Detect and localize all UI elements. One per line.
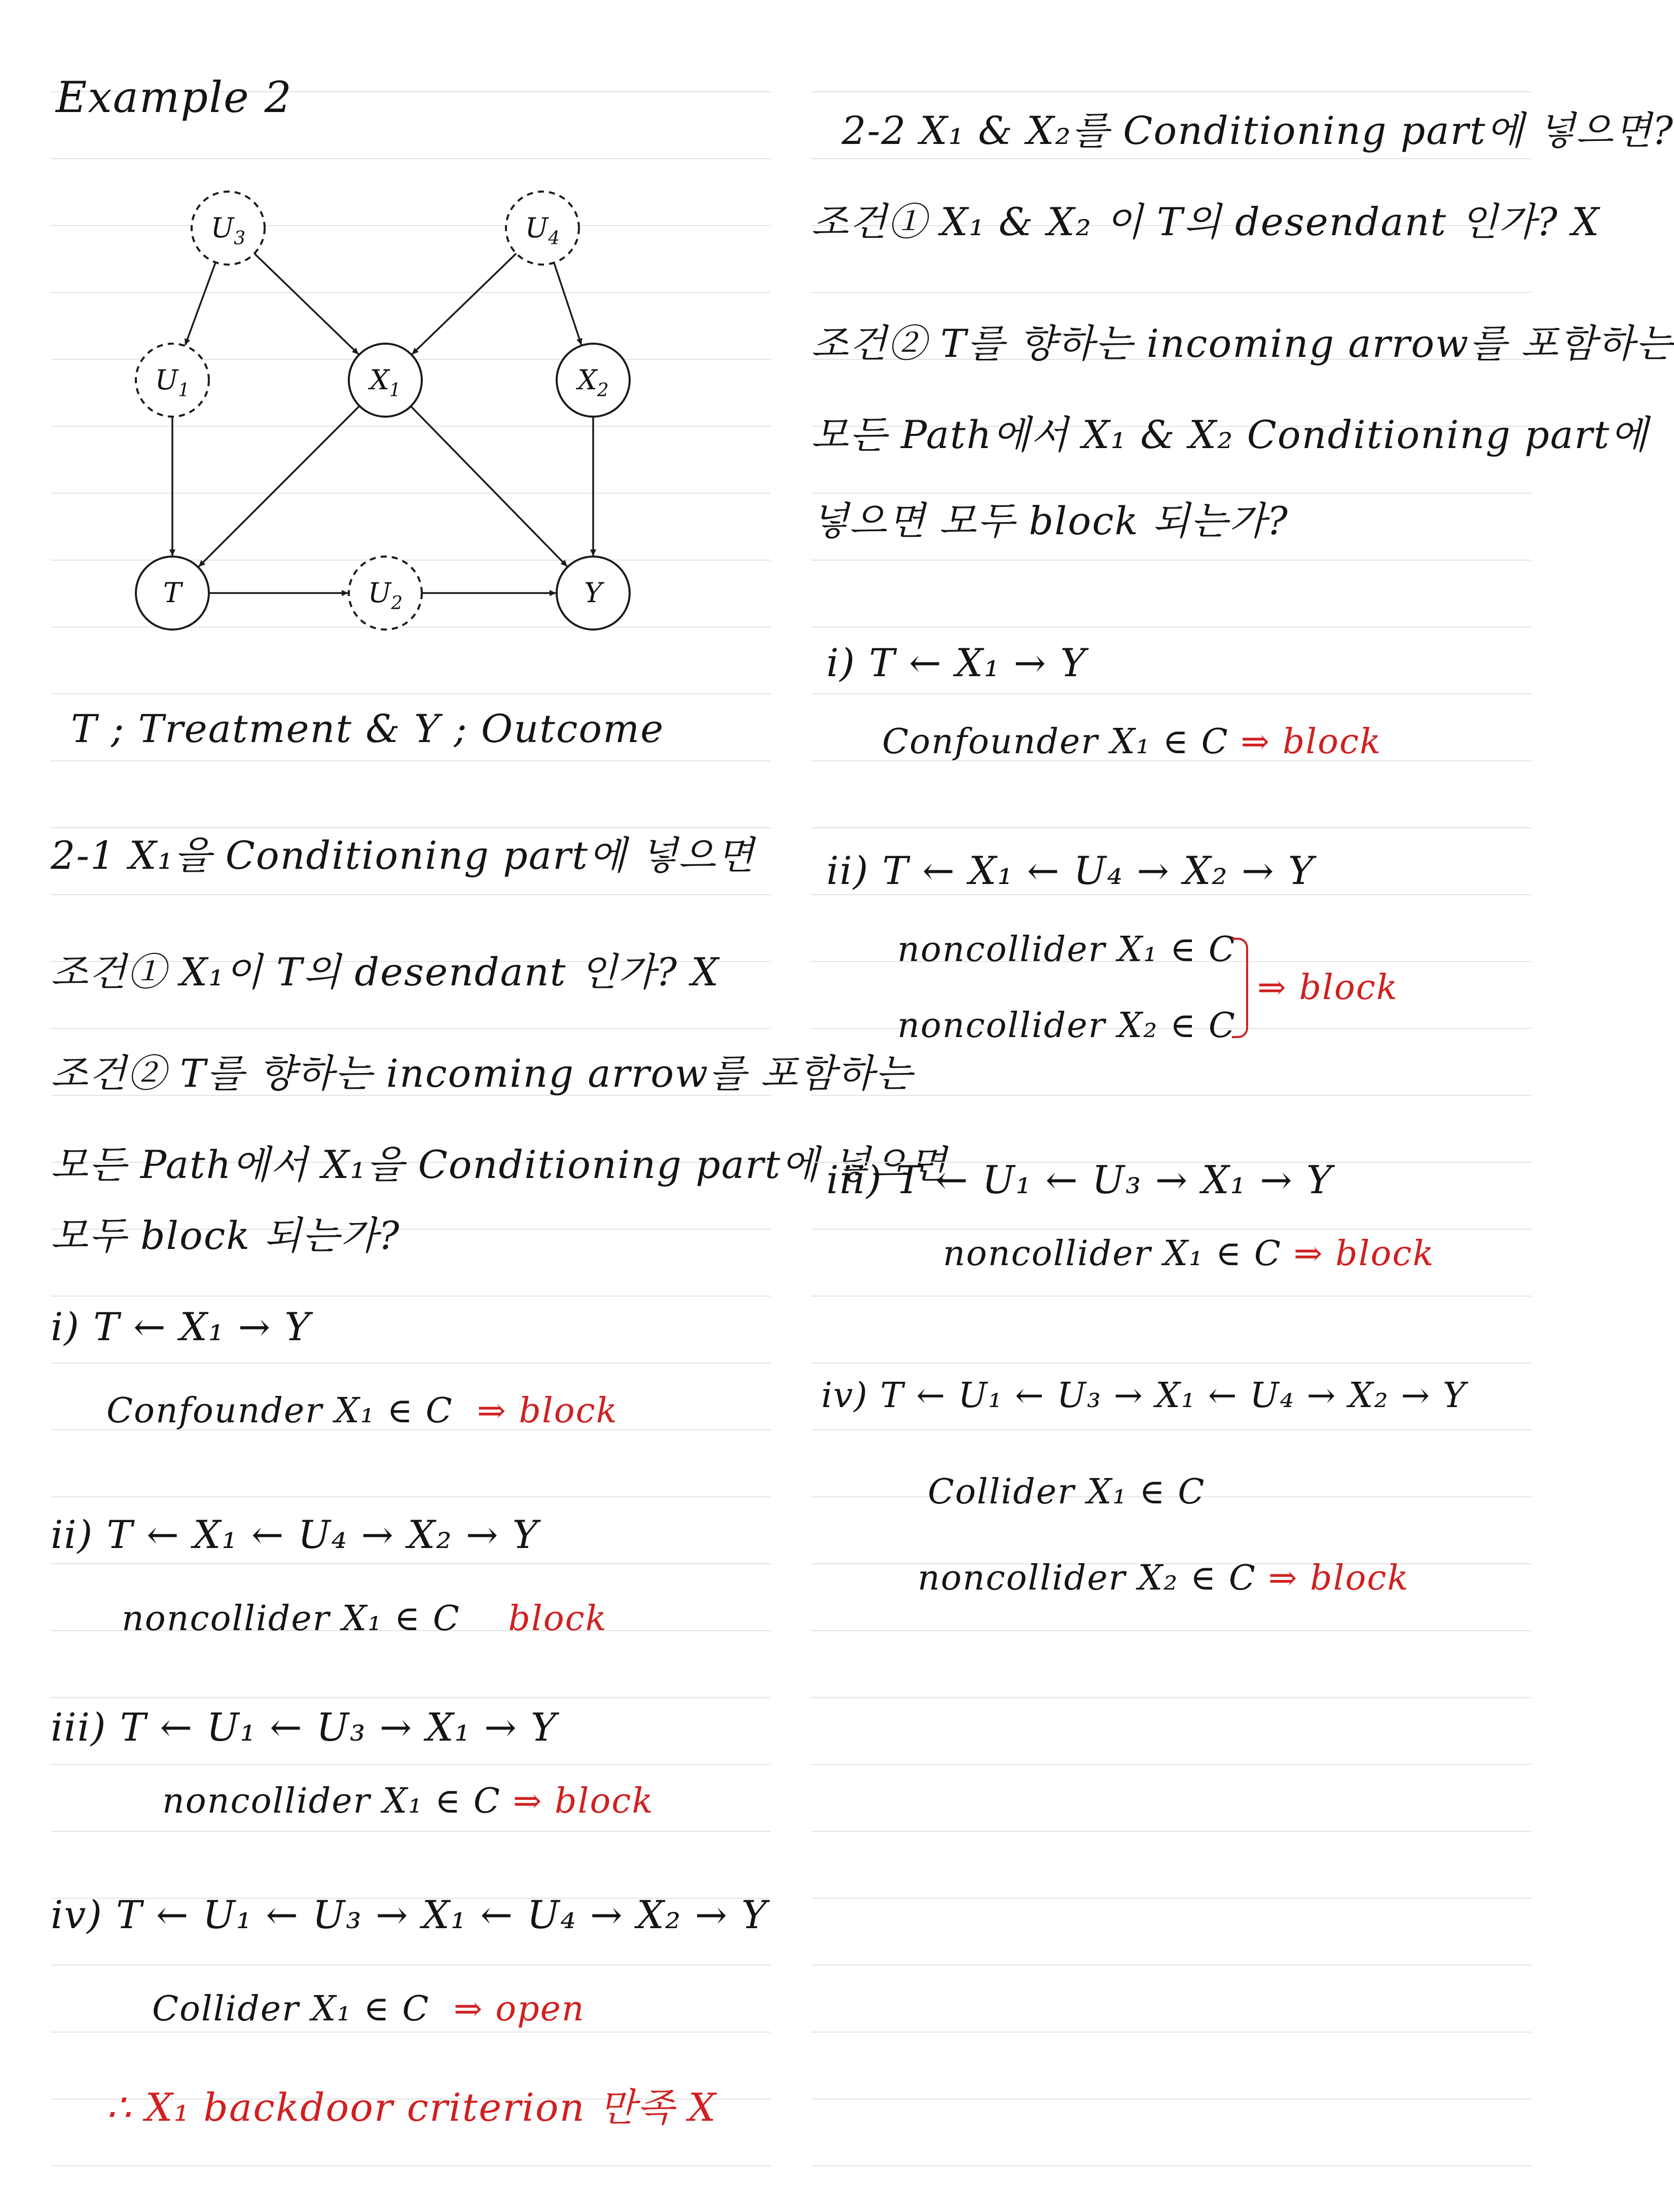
node-label: $X_2$ bbox=[577, 364, 609, 401]
path-1-result: ⇒ block bbox=[1241, 722, 1382, 762]
path-3-note bbox=[162, 1781, 654, 1821]
edge-u4-x2 bbox=[554, 263, 581, 344]
path-1: i) T ← X₁ → Y bbox=[826, 640, 1087, 685]
rule-line bbox=[811, 91, 1531, 92]
rule-line bbox=[811, 1697, 1531, 1698]
path-4-note-text: noncollider X₂ ∈ C bbox=[918, 1558, 1256, 1598]
section-heading-2-1: 2-1 X₁을 Conditioning part에 넣으면 bbox=[51, 833, 755, 878]
path-1-note-text: Confounder X₁ ∈ C bbox=[882, 722, 1229, 762]
path-4: iv) T ← U₁ ← U₃ → X₁ ← U₄ → X₂ → Y bbox=[51, 1892, 768, 1937]
condition-2-line-2: 모든 Path에서 X₁ & X₂ Conditioning part에 bbox=[811, 412, 1649, 457]
rule-line bbox=[811, 1296, 1531, 1297]
path-1-note bbox=[882, 722, 1382, 762]
edge-x1-t bbox=[199, 406, 359, 567]
path-3-note-text: noncollider X₁ ∈ C bbox=[943, 1234, 1282, 1274]
node-label: $U_3$ bbox=[210, 212, 246, 249]
path-1-note-text: Confounder X₁ ∈ C bbox=[106, 1391, 453, 1431]
node-x1 bbox=[349, 344, 422, 417]
bracket bbox=[1232, 938, 1248, 1038]
rule-line bbox=[811, 2098, 1531, 2099]
path-4-note bbox=[152, 1989, 585, 2029]
path-1-result: ⇒ block bbox=[477, 1391, 618, 1431]
edge-u3-u1 bbox=[185, 263, 215, 345]
section-heading-2-2: 2-2 X₁ & X₂를 Conditioning part에 넣으면? bbox=[842, 108, 1674, 153]
node-u2 bbox=[349, 557, 422, 630]
condition-2-line-3: 넣으면 모두 block 되는가? bbox=[811, 498, 1289, 543]
condition-2-line-2: 모든 Path에서 X₁을 Conditioning part에 넣으면 bbox=[51, 1142, 948, 1187]
path-4-result: ⇒ open bbox=[453, 1989, 585, 2029]
rule-line bbox=[51, 1563, 771, 1564]
node-u3 bbox=[192, 192, 265, 265]
path-1: i) T ← X₁ → Y bbox=[51, 1304, 311, 1349]
path-3: iii) T ← U₁ ← U₃ → X₁ → Y bbox=[51, 1705, 558, 1750]
path-2-result: ⇒ block bbox=[1257, 968, 1399, 1008]
condition-1: 조건① X₁ & X₂ 이 T의 desendant 인가? X bbox=[811, 199, 1600, 244]
rule-line bbox=[51, 894, 771, 895]
rule-line bbox=[51, 1965, 771, 1966]
rule-line bbox=[51, 827, 771, 828]
node-t bbox=[136, 557, 209, 630]
rule-line bbox=[811, 1764, 1531, 1765]
rule-line bbox=[811, 626, 1531, 628]
rule-line bbox=[811, 1229, 1531, 1230]
rule-line bbox=[51, 1362, 771, 1363]
path-2: ii) T ← X₁ ← U₄ → X₂ → Y bbox=[51, 1512, 539, 1557]
path-4: iv) T ← U₁ ← U₃ → X₁ ← U₄ → X₂ → Y bbox=[821, 1376, 1467, 1416]
node-y bbox=[557, 557, 630, 630]
rule-line bbox=[811, 1898, 1531, 1899]
path-3-note-text: noncollider X₁ ∈ C bbox=[162, 1781, 501, 1821]
path-2-note bbox=[122, 1599, 607, 1639]
condition-2-line-3: 모두 block 되는가? bbox=[51, 1213, 401, 1258]
rule-line bbox=[811, 693, 1531, 694]
rule-line bbox=[811, 827, 1531, 828]
path-4-note-2 bbox=[918, 1558, 1409, 1598]
edge-u4-x1 bbox=[412, 253, 516, 354]
rule-line bbox=[51, 1764, 771, 1765]
rule-line bbox=[811, 1362, 1531, 1363]
path-2-note-2: noncollider X₂ ∈ C bbox=[897, 1006, 1236, 1046]
rule-line bbox=[51, 2032, 771, 2033]
rule-line bbox=[811, 2032, 1531, 2033]
rule-line bbox=[811, 894, 1531, 895]
rule-line bbox=[811, 560, 1531, 561]
path-3-result: ⇒ block bbox=[513, 1781, 654, 1821]
rule-line bbox=[51, 693, 771, 694]
node-label: $U_4$ bbox=[525, 212, 560, 249]
path-3-note bbox=[943, 1234, 1435, 1274]
rule-line bbox=[51, 1296, 771, 1297]
node-u1 bbox=[136, 344, 209, 417]
path-2-note-text: noncollider X₁ ∈ C bbox=[122, 1599, 460, 1639]
conclusion: ∴ X₁ backdoor criterion 만족 X bbox=[106, 2085, 717, 2130]
rule-line bbox=[811, 1831, 1531, 1832]
path-2: ii) T ← X₁ ← U₄ → X₂ → Y bbox=[826, 848, 1315, 893]
condition-2-line-1: 조건② T를 향하는 incoming arrow를 포함하는 bbox=[51, 1051, 914, 1096]
causal-graph bbox=[122, 182, 669, 649]
rule-line bbox=[811, 493, 1531, 494]
right-column bbox=[811, 0, 1674, 2212]
rule-line bbox=[811, 1630, 1531, 1631]
node-label: $X_1$ bbox=[370, 364, 401, 401]
rule-line bbox=[811, 158, 1531, 159]
path-3-result: ⇒ block bbox=[1293, 1234, 1435, 1274]
rule-line bbox=[811, 1095, 1531, 1096]
node-label: $U_1$ bbox=[155, 364, 190, 401]
node-x2 bbox=[557, 344, 630, 417]
legend-text: T ; Treatment & Y ; Outcome bbox=[71, 706, 665, 751]
node-label: T bbox=[163, 577, 182, 609]
path-2-note-1: noncollider X₁ ∈ C bbox=[897, 930, 1236, 970]
path-2-result: block bbox=[508, 1599, 607, 1639]
node-label: Y bbox=[584, 577, 602, 609]
path-3: iii) T ← U₁ ← U₃ → X₁ → Y bbox=[826, 1157, 1333, 1202]
rule-line bbox=[51, 1831, 771, 1832]
node-label: $U_2$ bbox=[368, 577, 403, 614]
condition-1: 조건① X₁이 T의 desendant 인가? X bbox=[51, 949, 720, 994]
rule-line bbox=[51, 760, 771, 761]
path-4-result: ⇒ block bbox=[1268, 1558, 1409, 1598]
rule-line bbox=[51, 158, 771, 159]
left-column bbox=[51, 0, 948, 2212]
rule-line bbox=[51, 1697, 771, 1698]
page-title: Example 2 bbox=[56, 72, 293, 122]
node-u4 bbox=[506, 192, 579, 265]
rule-line bbox=[811, 1429, 1531, 1430]
rule-line bbox=[811, 2165, 1531, 2166]
rule-line bbox=[51, 2165, 771, 2166]
rule-line bbox=[811, 292, 1531, 293]
edge-u3-x1 bbox=[254, 253, 358, 354]
path-1-note bbox=[106, 1391, 618, 1431]
condition-2-line-1: 조건② T를 향하는 incoming arrow를 포함하는 bbox=[811, 321, 1674, 366]
rule-line bbox=[51, 1496, 771, 1497]
path-4-note-text: Collider X₁ ∈ C bbox=[152, 1989, 430, 2029]
edge-x1-y bbox=[411, 407, 567, 567]
rule-line bbox=[811, 1965, 1531, 1966]
rule-line bbox=[51, 1028, 771, 1029]
path-4-note-1: Collider X₁ ∈ C bbox=[928, 1472, 1206, 1512]
